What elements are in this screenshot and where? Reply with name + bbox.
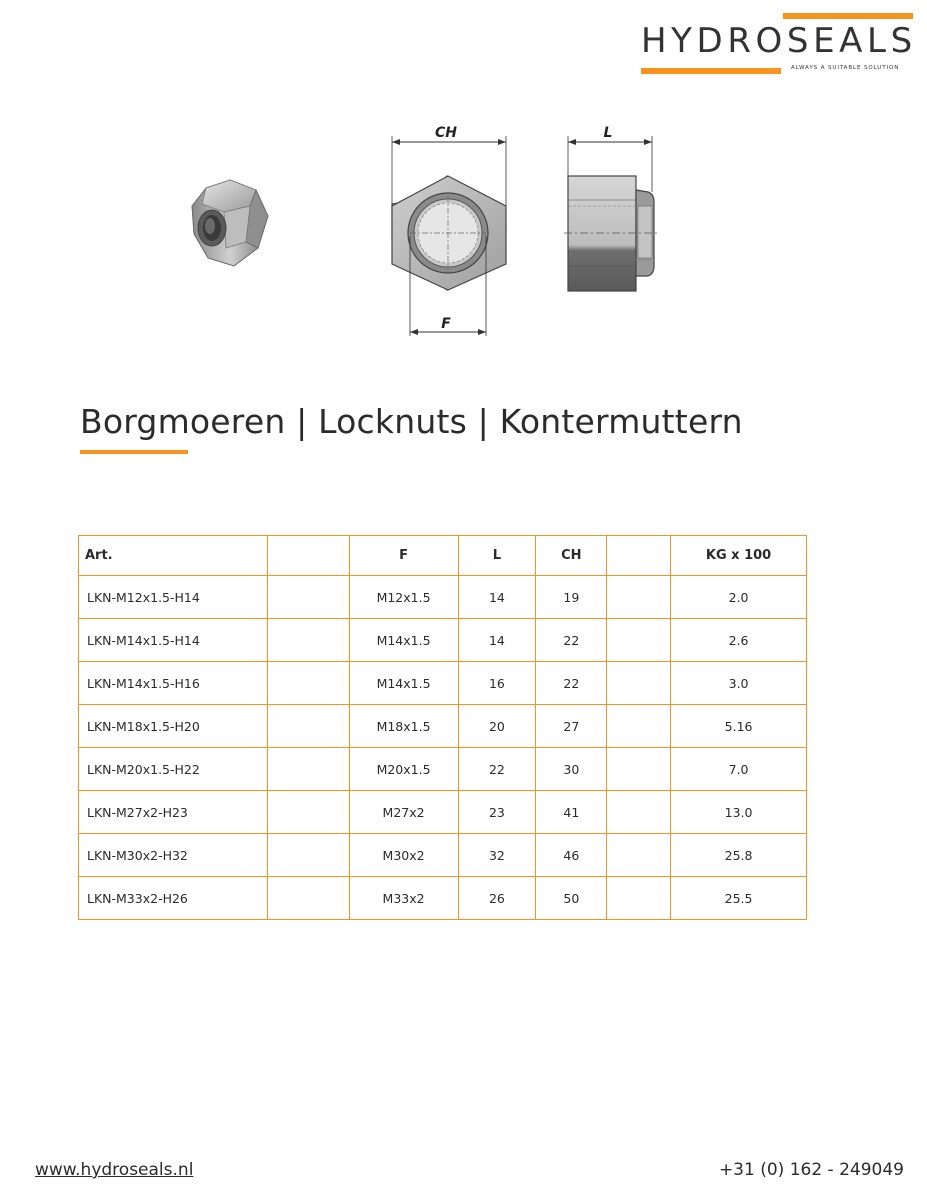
logo-tagline: ALWAYS A SUITABLE SOLUTION	[791, 65, 900, 71]
cell-l: 22	[458, 748, 536, 791]
table-row	[79, 576, 807, 619]
cell-ch: 22	[536, 619, 607, 662]
side-view-body	[568, 176, 636, 291]
cell-empty	[267, 748, 349, 791]
cell-l: 32	[458, 834, 536, 877]
cell-f: M33x2	[349, 877, 458, 920]
logo-top-bar	[783, 13, 913, 19]
cell-empty	[267, 576, 349, 619]
cell-ch: 46	[536, 834, 607, 877]
cell-empty	[607, 705, 671, 748]
cell-l: 14	[458, 619, 536, 662]
ch-label: CH	[435, 125, 457, 141]
cell-art: LKN-M12x1.5-H14	[79, 576, 268, 619]
website-link[interactable]: www.hydroseals.nl	[35, 1160, 194, 1180]
table-row	[79, 662, 807, 705]
cell-kg: 2.6	[671, 619, 807, 662]
table-row	[79, 834, 807, 877]
cell-art: LKN-M18x1.5-H20	[79, 705, 268, 748]
cell-kg: 7.0	[671, 748, 807, 791]
cell-ch: 19	[536, 576, 607, 619]
cell-empty	[607, 576, 671, 619]
cell-empty	[267, 705, 349, 748]
cell-empty	[267, 834, 349, 877]
cell-empty	[607, 619, 671, 662]
cell-empty	[607, 834, 671, 877]
cell-kg: 25.5	[671, 877, 807, 920]
cell-f: M20x1.5	[349, 748, 458, 791]
cell-kg: 25.8	[671, 834, 807, 877]
cell-art: LKN-M20x1.5-H22	[79, 748, 268, 791]
cell-f: M14x1.5	[349, 619, 458, 662]
cell-art: LKN-M14x1.5-H14	[79, 619, 268, 662]
header-f: F	[349, 536, 458, 576]
phone-number: +31 (0) 162 - 249049	[718, 1160, 904, 1180]
cell-empty	[607, 662, 671, 705]
cell-l: 20	[458, 705, 536, 748]
cell-empty	[267, 662, 349, 705]
cell-l: 16	[458, 662, 536, 705]
company-logo	[641, 13, 917, 75]
cell-empty	[607, 877, 671, 920]
table-row	[79, 877, 807, 920]
title-underline	[80, 450, 188, 454]
header-art: Art.	[79, 536, 268, 576]
locknut-technical-drawing	[380, 118, 670, 343]
header-empty-2	[607, 536, 671, 576]
cell-kg: 13.0	[671, 791, 807, 834]
logo-wordmark: HYDROSEALS	[641, 21, 917, 61]
header-l: L	[458, 536, 536, 576]
cell-l: 23	[458, 791, 536, 834]
f-label: F	[441, 316, 451, 332]
table-row	[79, 619, 807, 662]
cell-empty	[267, 791, 349, 834]
cell-art: LKN-M27x2-H23	[79, 791, 268, 834]
cell-ch: 27	[536, 705, 607, 748]
cell-f: M12x1.5	[349, 576, 458, 619]
cell-empty	[267, 619, 349, 662]
table-row	[79, 791, 807, 834]
cell-art: LKN-M30x2-H32	[79, 834, 268, 877]
cell-art: LKN-M33x2-H26	[79, 877, 268, 920]
l-label: L	[603, 125, 613, 141]
page-title: Borgmoeren | Locknuts | Kontermuttern	[80, 402, 743, 441]
header-ch: CH	[536, 536, 607, 576]
cell-empty	[267, 877, 349, 920]
cell-f: M27x2	[349, 791, 458, 834]
locknut-photo	[188, 176, 274, 272]
cell-l: 14	[458, 576, 536, 619]
cell-empty	[607, 748, 671, 791]
cell-ch: 41	[536, 791, 607, 834]
cell-art: LKN-M14x1.5-H16	[79, 662, 268, 705]
cell-kg: 5.16	[671, 705, 807, 748]
cell-kg: 2.0	[671, 576, 807, 619]
cell-kg: 3.0	[671, 662, 807, 705]
header-kg: KG x 100	[671, 536, 807, 576]
header-empty-1	[267, 536, 349, 576]
cell-ch: 30	[536, 748, 607, 791]
table-header-row	[79, 536, 807, 576]
cell-ch: 22	[536, 662, 607, 705]
table-row	[79, 705, 807, 748]
cell-empty	[607, 791, 671, 834]
cell-f: M14x1.5	[349, 662, 458, 705]
cell-f: M18x1.5	[349, 705, 458, 748]
table-row	[79, 748, 807, 791]
locknut-spec-table	[78, 535, 807, 920]
cell-f: M30x2	[349, 834, 458, 877]
cell-ch: 50	[536, 877, 607, 920]
logo-bottom-bar	[641, 68, 781, 74]
cell-l: 26	[458, 877, 536, 920]
